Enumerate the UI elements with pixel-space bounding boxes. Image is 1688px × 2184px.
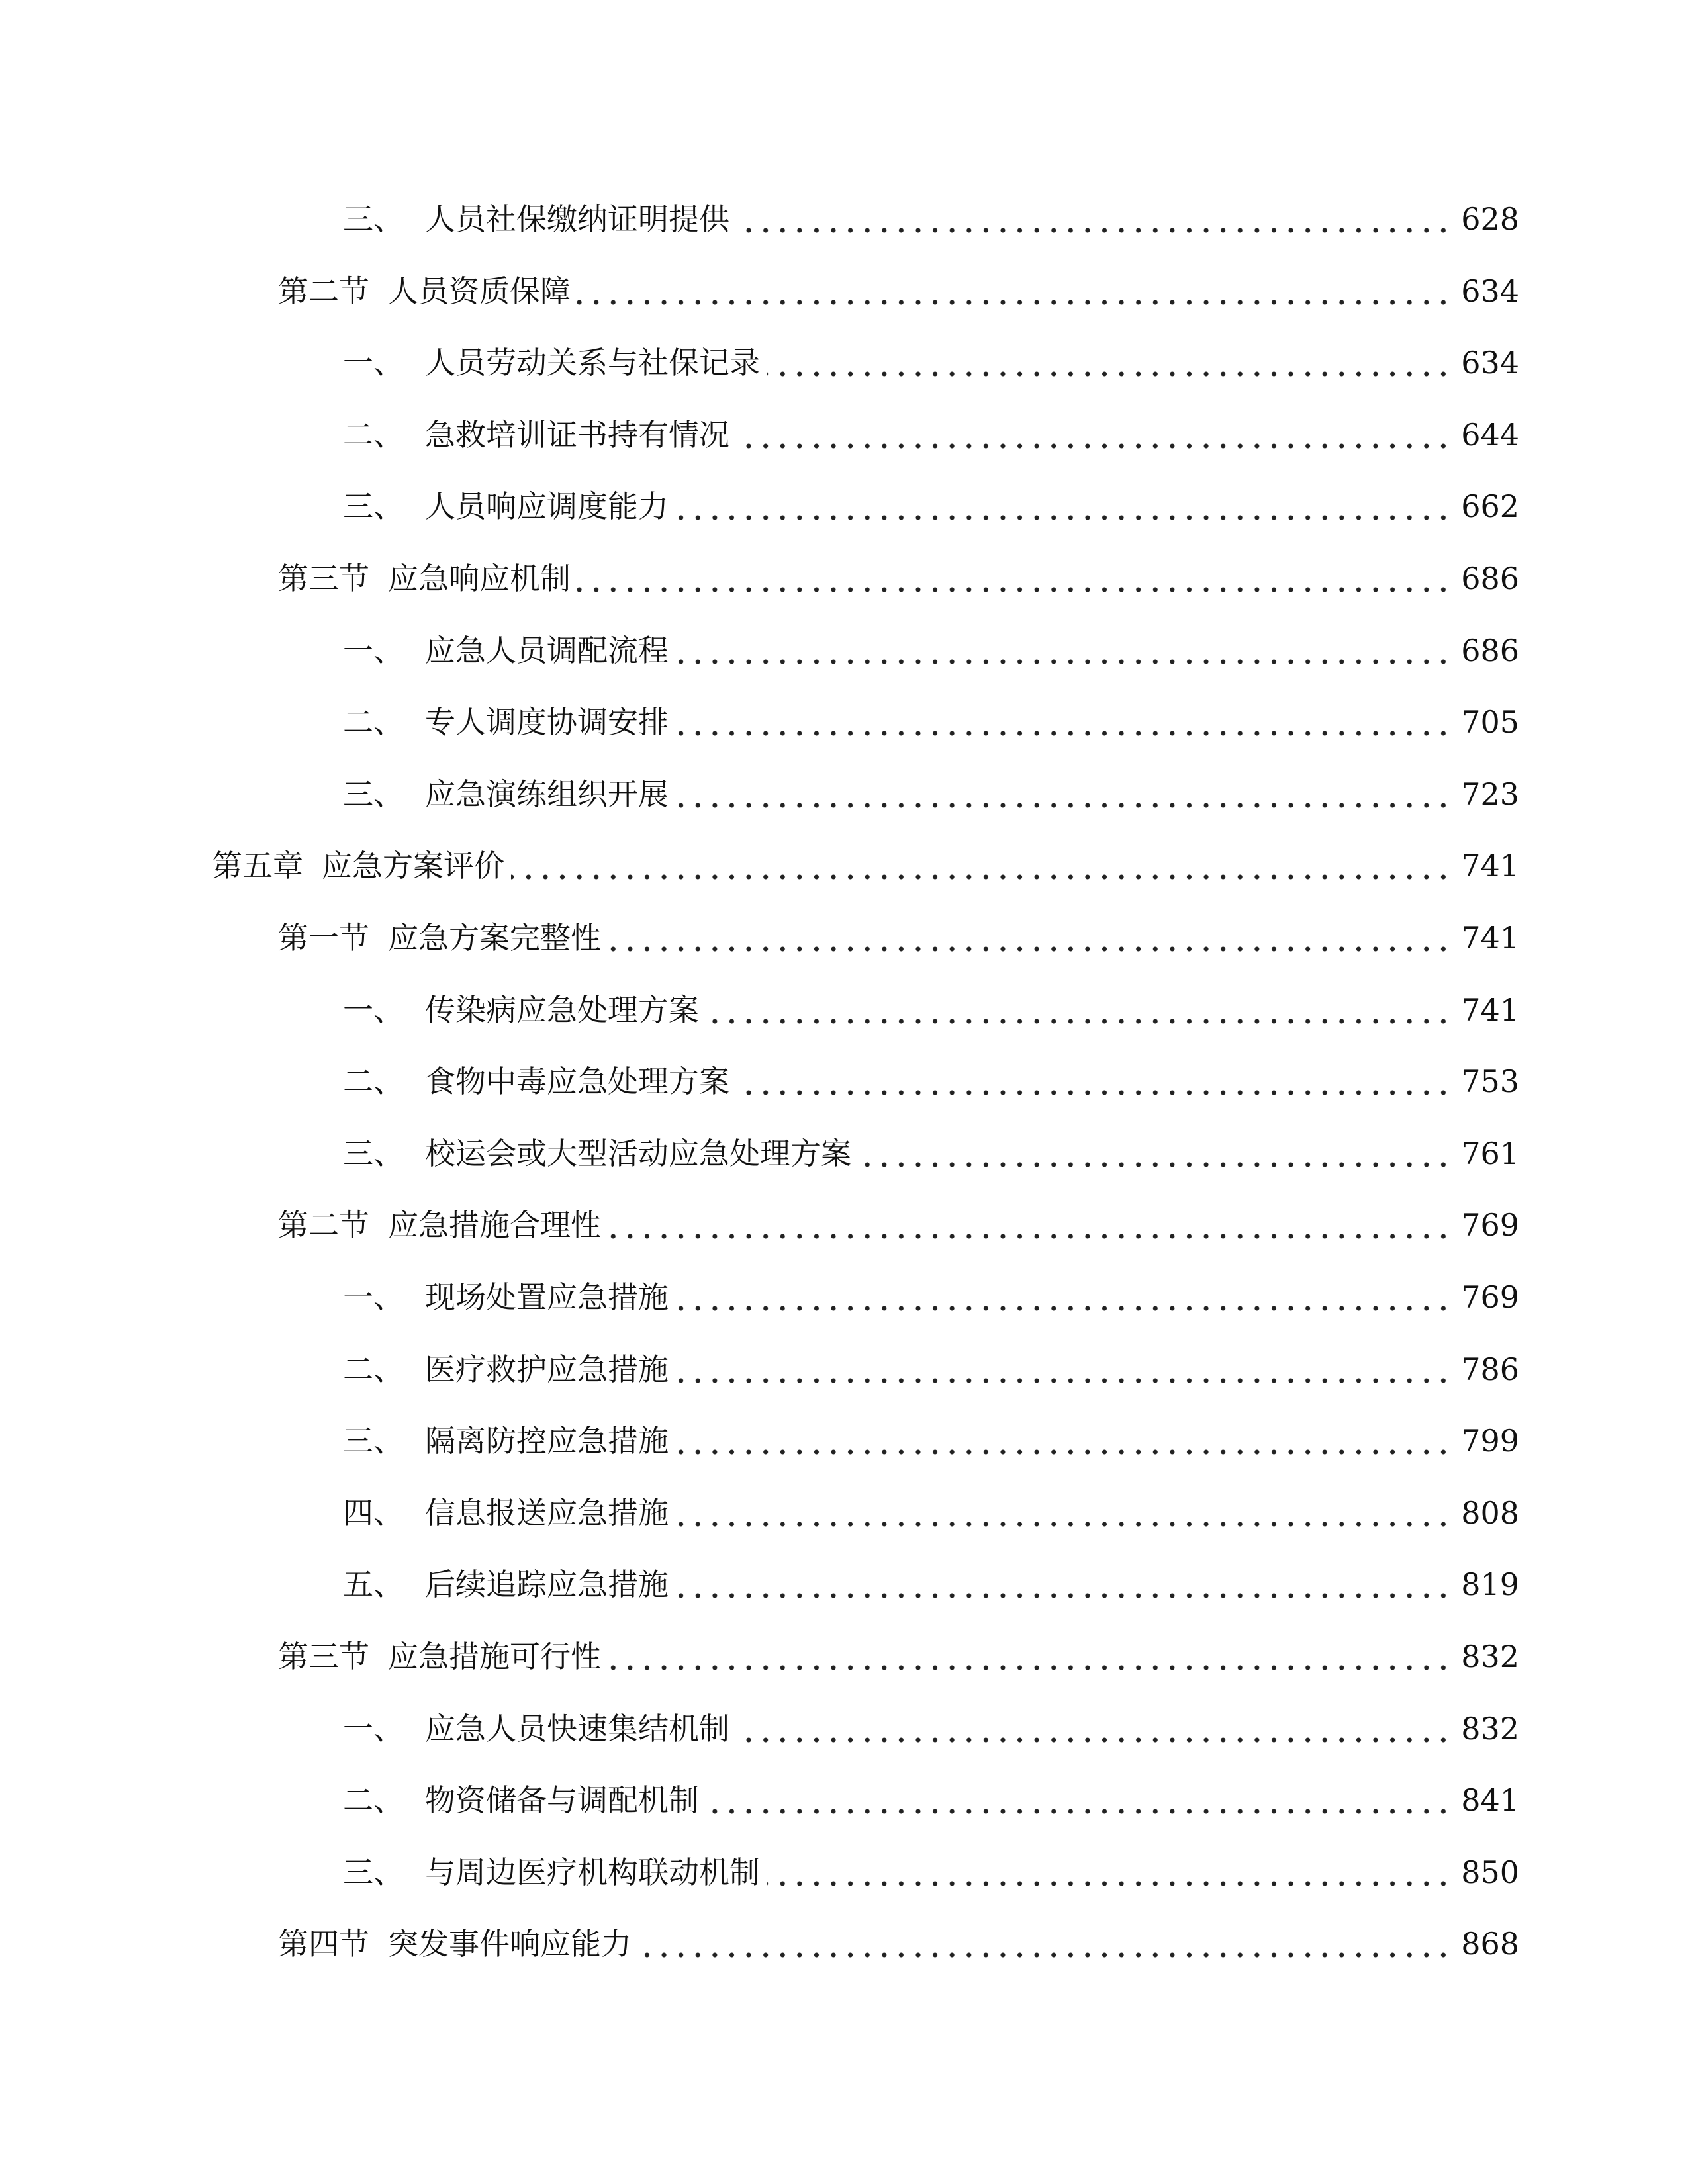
toc-page-number: 686: [1461, 632, 1519, 668]
toc-dot-leader: [767, 347, 1452, 378]
toc-dot-leader: [675, 1426, 1452, 1456]
toc-dot-leader: [675, 1569, 1452, 1600]
toc-page-number: 644: [1461, 416, 1519, 453]
toc-dot-leader: [736, 420, 1452, 450]
toc-entry[interactable]: [343, 193, 1519, 246]
toc-dot-leader: [706, 1785, 1452, 1815]
toc-entry[interactable]: [343, 1774, 1519, 1827]
toc-entry[interactable]: [343, 983, 1519, 1036]
toc-entry-number: 一、: [343, 632, 404, 668]
toc-entry[interactable]: [343, 1127, 1519, 1180]
toc-entry-number: 一、: [343, 345, 404, 381]
toc-dot-leader: [858, 1138, 1452, 1169]
toc-entry-number: 第二节: [278, 1207, 369, 1244]
toc-entry-title: 应急演练组织开展: [425, 776, 669, 812]
toc-entry[interactable]: [278, 911, 1519, 964]
toc-page-number: 741: [1461, 848, 1519, 884]
toc-entry[interactable]: [343, 1486, 1519, 1539]
toc-entry[interactable]: [343, 1558, 1519, 1611]
toc-page-number: 832: [1461, 1710, 1519, 1747]
toc-entry-number: 二、: [343, 1782, 404, 1819]
toc-page-number: 705: [1461, 704, 1519, 741]
toc-entry[interactable]: [278, 1917, 1519, 1970]
toc-entry-number: 一、: [343, 991, 404, 1028]
toc-page-number: 634: [1461, 273, 1519, 309]
toc-entry[interactable]: [343, 480, 1519, 533]
toc-dot-leader: [767, 1857, 1452, 1888]
toc-page-number: 741: [1461, 991, 1519, 1028]
toc-dot-leader: [675, 1282, 1452, 1312]
toc-page-number: 832: [1461, 1639, 1519, 1674]
toc-entry-number: 一、: [343, 1710, 404, 1747]
toc-page-number: 741: [1461, 920, 1519, 956]
toc-entry-title: 人员社保缴纳证明提供: [425, 201, 729, 237]
toc-page-number: 769: [1461, 1207, 1519, 1244]
toc-page-number: 723: [1461, 776, 1519, 812]
toc-entry-title: 应急措施可行性: [388, 1639, 601, 1674]
toc-entry-title: 应急方案评价: [322, 848, 504, 884]
toc-entry[interactable]: [278, 1630, 1519, 1683]
toc-entry-title: 物资储备与调配机制: [425, 1782, 699, 1819]
toc-entry[interactable]: [343, 408, 1519, 461]
toc-entry-title: 急救培训证书持有情况: [425, 416, 729, 453]
toc-dot-leader: [577, 563, 1452, 594]
toc-page-number: 686: [1461, 561, 1519, 596]
toc-entry-number: 二、: [343, 1351, 404, 1387]
toc-entry-title: 现场处置应急措施: [425, 1279, 669, 1315]
toc-dot-leader: [675, 707, 1452, 737]
toc-dot-leader: [608, 1210, 1452, 1240]
toc-entry-number: 三、: [343, 1135, 404, 1171]
toc-page-number: 841: [1461, 1782, 1519, 1819]
toc-entry-title: 专人调度协调安排: [425, 704, 669, 741]
toc-entry-title: 应急人员调配流程: [425, 632, 669, 668]
toc-dot-leader: [675, 1354, 1452, 1385]
toc-entry[interactable]: [343, 696, 1519, 749]
toc-entry-title: 后续追踪应急措施: [425, 1567, 669, 1603]
toc-entry-number: 三、: [343, 488, 404, 525]
toc-dot-leader: [675, 1498, 1452, 1528]
toc-dot-leader: [608, 923, 1452, 953]
toc-entry-title: 校运会或大型活动应急处理方案: [425, 1135, 851, 1171]
toc-entry-title: 信息报送应急措施: [425, 1494, 669, 1531]
toc-dot-leader: [675, 635, 1452, 666]
toc-entry[interactable]: [343, 1846, 1519, 1899]
toc-dot-leader: [736, 1713, 1452, 1744]
toc-entry-number: 二、: [343, 416, 404, 453]
toc-entry-number: 二、: [343, 1064, 404, 1100]
toc-page-number: 753: [1461, 1064, 1519, 1100]
toc-entry-title: 人员响应调度能力: [425, 488, 669, 525]
toc-entry-title: 应急响应机制: [388, 561, 571, 596]
toc-entry-number: 第一节: [278, 920, 369, 956]
toc-dot-leader: [608, 1641, 1452, 1672]
toc-entry[interactable]: [343, 1055, 1519, 1108]
toc-entry-number: 三、: [343, 1423, 404, 1459]
toc-page-number: 868: [1461, 1926, 1519, 1962]
toc-dot-leader: [736, 1066, 1452, 1097]
toc-entry-title: 医疗救护应急措施: [425, 1351, 669, 1387]
toc-dot-leader: [706, 995, 1452, 1025]
toc-dot-leader: [675, 779, 1452, 809]
toc-entry-number: 第四节: [278, 1926, 369, 1962]
toc-entry[interactable]: [343, 1343, 1519, 1396]
toc-page-number: 819: [1461, 1567, 1519, 1603]
toc-dot-leader: [736, 204, 1452, 234]
toc-page-number: 634: [1461, 345, 1519, 381]
toc-page-number: 662: [1461, 488, 1519, 525]
toc-entry-title: 人员劳动关系与社保记录: [425, 345, 760, 381]
toc-entry-number: 二、: [343, 704, 404, 741]
toc-entry-title: 人员资质保障: [388, 273, 571, 309]
toc-dot-leader: [577, 276, 1452, 306]
toc-dot-leader: [675, 491, 1452, 522]
toc-entry-number: 三、: [343, 201, 404, 237]
toc-page-number: 850: [1461, 1854, 1519, 1890]
toc-entry-title: 突发事件响应能力: [388, 1926, 632, 1962]
toc-entry-number: 第三节: [278, 561, 369, 596]
toc-entry-title: 应急人员快速集结机制: [425, 1710, 729, 1747]
toc-entry[interactable]: [278, 265, 1519, 318]
toc-entry[interactable]: [343, 1702, 1519, 1755]
toc-entry-title: 传染病应急处理方案: [425, 991, 699, 1028]
toc-entry[interactable]: [343, 1271, 1519, 1324]
toc-page-number: 786: [1461, 1351, 1519, 1387]
toc-entry-number: 五、: [343, 1567, 404, 1603]
toc-entry[interactable]: [343, 768, 1519, 821]
toc-entry-number: 第五章: [212, 848, 303, 884]
toc-page-number: 808: [1461, 1494, 1519, 1531]
toc-entry-title: 食物中毒应急处理方案: [425, 1064, 729, 1100]
toc-entry-title: 隔离防控应急措施: [425, 1423, 669, 1459]
toc-dot-leader: [638, 1929, 1452, 1959]
toc-entry[interactable]: [212, 839, 1519, 892]
toc-entry-title: 与周边医疗机构联动机制: [425, 1854, 760, 1890]
toc-entry-title: 应急方案完整性: [388, 920, 601, 956]
toc-dot-leader: [511, 850, 1452, 881]
toc-entry[interactable]: [278, 1199, 1519, 1251]
toc-entry-number: 一、: [343, 1279, 404, 1315]
toc-page-number: 761: [1461, 1135, 1519, 1171]
toc-entry-number: 三、: [343, 1854, 404, 1890]
toc-entry[interactable]: [278, 552, 1519, 605]
toc-entry[interactable]: [343, 624, 1519, 677]
toc-page-number: 628: [1461, 201, 1519, 237]
toc-entry-number: 四、: [343, 1494, 404, 1531]
toc-entry[interactable]: [343, 1414, 1519, 1467]
toc-entry-number: 第三节: [278, 1639, 369, 1674]
toc-page-number: 769: [1461, 1279, 1519, 1315]
toc-entry-number: 三、: [343, 776, 404, 812]
toc-entry-title: 应急措施合理性: [388, 1207, 601, 1244]
toc-entry[interactable]: [343, 336, 1519, 389]
toc-page-number: 799: [1461, 1423, 1519, 1459]
toc-entry-number: 第二节: [278, 273, 369, 309]
